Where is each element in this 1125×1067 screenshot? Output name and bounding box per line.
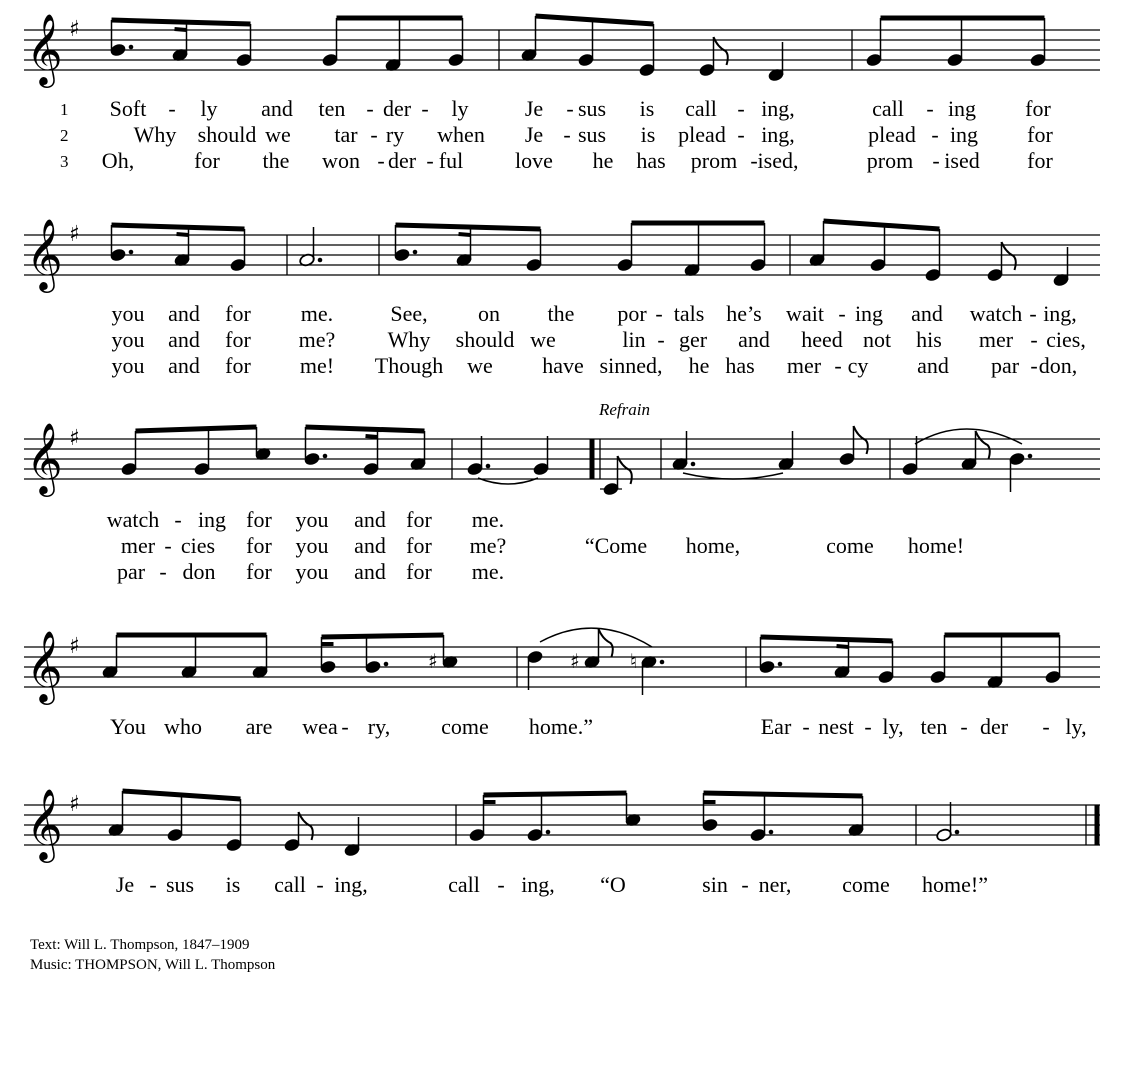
lyric-syllable: - bbox=[174, 507, 182, 532]
lyric-syllable: - bbox=[366, 96, 374, 121]
lyric-syllable: home.” bbox=[528, 714, 594, 739]
lyric-syllable: and bbox=[354, 507, 386, 532]
beam bbox=[704, 793, 863, 796]
lyric-syllable: he’s bbox=[726, 301, 762, 326]
lyric-syllable: ly, bbox=[1065, 714, 1087, 739]
beam bbox=[112, 20, 251, 24]
lyric-syllable: has bbox=[725, 353, 755, 378]
lyric-syllable: come bbox=[842, 872, 890, 897]
lyric-syllable: ry, bbox=[367, 714, 391, 739]
dot bbox=[778, 662, 783, 667]
lyric-syllable: we bbox=[530, 327, 556, 352]
lyric-syllable: sus bbox=[165, 872, 195, 897]
lyric-syllable: Why bbox=[133, 122, 177, 147]
lyric-syllable: is bbox=[225, 872, 241, 897]
sharp-icon: ♯ bbox=[69, 17, 80, 42]
lyric-syllable: you bbox=[295, 533, 329, 558]
lyric-syllable: - bbox=[931, 122, 939, 147]
lyric-syllable: for bbox=[1027, 148, 1053, 173]
lyric-syllable: you bbox=[111, 327, 145, 352]
lyric-syllable: - bbox=[960, 714, 968, 739]
lyric-syllable: - bbox=[838, 301, 846, 326]
lyric-syllable: should bbox=[197, 122, 257, 147]
lyric-syllable: ing, bbox=[334, 872, 368, 897]
treble-clef-icon: 𝄞 bbox=[26, 217, 63, 290]
dot bbox=[129, 250, 134, 255]
lyric-syllable: mer bbox=[786, 353, 822, 378]
text-credit: Text: Will L. Thompson, 1847–1909 bbox=[30, 937, 250, 953]
lyric-syllable: me. bbox=[471, 507, 505, 532]
lyric-syllable: don bbox=[182, 559, 216, 584]
lyric-syllable: the bbox=[262, 148, 290, 173]
lyric-syllable: prom bbox=[866, 148, 914, 173]
lyric-syllable: tals bbox=[673, 301, 705, 326]
lyric-syllable: for bbox=[225, 353, 251, 378]
lyric-syllable: ful bbox=[438, 148, 464, 173]
treble-clef-icon: 𝄞 bbox=[26, 629, 63, 702]
lyric-syllable: cies bbox=[180, 533, 216, 558]
beam bbox=[366, 436, 378, 437]
lyric-syllable: don, bbox=[1038, 353, 1078, 378]
lyric-syllable: for bbox=[1025, 96, 1051, 121]
lyric-syllable: mer bbox=[120, 533, 156, 558]
lyric-syllable: - bbox=[737, 96, 745, 121]
sharp-icon: ♯ bbox=[69, 792, 80, 817]
treble-clef-icon: 𝄞 bbox=[26, 421, 63, 494]
flag bbox=[1002, 242, 1016, 270]
lyric-syllable: the bbox=[547, 301, 575, 326]
beam bbox=[322, 635, 444, 637]
lyric-syllable: for bbox=[1027, 122, 1053, 147]
lyric-syllable: ing bbox=[947, 96, 977, 121]
lyric-syllable: and bbox=[354, 533, 386, 558]
beam bbox=[112, 225, 245, 229]
lyric-syllable: are bbox=[245, 714, 273, 739]
lyric-syllable: - bbox=[316, 872, 324, 897]
lyric-syllable: when bbox=[437, 122, 485, 147]
lyric-syllable: not bbox=[862, 327, 892, 352]
lyric-syllable: “O bbox=[600, 872, 626, 897]
lyric-syllable: - bbox=[750, 148, 758, 173]
dot bbox=[660, 660, 665, 665]
lyric-syllable: ing, bbox=[761, 122, 795, 147]
music-credit: Music: THOMPSON, Will L. Thompson bbox=[30, 957, 276, 973]
dot bbox=[384, 662, 389, 667]
lyric-syllable: home!” bbox=[922, 872, 988, 897]
beam bbox=[459, 234, 471, 235]
lyric-syllable: come bbox=[826, 533, 874, 558]
lyric-syllable: call bbox=[685, 96, 717, 121]
dot bbox=[129, 45, 134, 50]
lyric-syllable: me! bbox=[299, 353, 335, 378]
dot bbox=[323, 454, 328, 459]
lyric-syllable: - bbox=[563, 122, 571, 147]
lyric-syllable: - bbox=[834, 353, 842, 378]
dot bbox=[413, 250, 418, 255]
lyric-syllable: prom bbox=[690, 148, 738, 173]
lyric-syllable: - bbox=[164, 533, 172, 558]
lyric-syllable: - bbox=[926, 96, 934, 121]
lyric-syllable: - bbox=[1029, 301, 1037, 326]
lyric-syllable: is bbox=[640, 122, 656, 147]
lyric-syllable: on bbox=[478, 301, 500, 326]
lyric-syllable: and bbox=[168, 301, 200, 326]
lyric-syllable: ger bbox=[678, 327, 708, 352]
flag bbox=[599, 629, 613, 657]
lyric-syllable: por bbox=[617, 301, 647, 326]
flag bbox=[976, 431, 990, 459]
lyric-syllable: have bbox=[542, 353, 584, 378]
lyric-syllable: sus bbox=[577, 122, 607, 147]
lyric-syllable: - bbox=[566, 96, 574, 121]
lyric-syllable: plead bbox=[868, 122, 916, 147]
lyric-syllable: - bbox=[426, 148, 434, 173]
beam bbox=[175, 29, 187, 30]
lyric-syllable: for bbox=[246, 533, 272, 558]
dot bbox=[546, 830, 551, 835]
lyric-syllable: home, bbox=[685, 533, 741, 558]
lyric-syllable: and bbox=[168, 327, 200, 352]
verse-number: 1 bbox=[60, 100, 69, 119]
sharp-icon: ♯ bbox=[570, 649, 580, 673]
lyric-syllable: - bbox=[149, 872, 157, 897]
lyric-syllable: and bbox=[917, 353, 949, 378]
lyric-syllable: call bbox=[274, 872, 306, 897]
lyric-syllable: for bbox=[406, 559, 432, 584]
lyric-syllable: ner, bbox=[758, 872, 792, 897]
lyric-syllable: - bbox=[657, 327, 665, 352]
lyric-syllable: lin bbox=[622, 327, 646, 352]
lyric-syllable: - bbox=[370, 122, 378, 147]
lyric-syllable: you bbox=[111, 301, 145, 326]
lyric-syllable: he bbox=[688, 353, 710, 378]
lyric-syllable: par bbox=[990, 353, 1020, 378]
slur bbox=[540, 628, 652, 647]
lyric-syllable: See, bbox=[390, 301, 428, 326]
lyric-syllable: for bbox=[225, 301, 251, 326]
tie bbox=[683, 473, 783, 479]
lyric-syllable: - bbox=[741, 872, 749, 897]
lyric-syllable: ing bbox=[197, 507, 227, 532]
lyric-syllable: for bbox=[246, 507, 272, 532]
sharp-icon: ♯ bbox=[428, 649, 438, 673]
lyric-syllable: ten bbox=[318, 96, 346, 121]
lyric-syllable: sus bbox=[577, 96, 607, 121]
lyric-syllable: nest bbox=[818, 714, 854, 739]
beam bbox=[536, 16, 654, 24]
lyric-syllable: cies, bbox=[1046, 327, 1086, 352]
flag bbox=[714, 37, 728, 65]
lyric-syllable: tar bbox=[334, 122, 358, 147]
dot bbox=[486, 464, 491, 469]
flag bbox=[299, 812, 313, 840]
dot bbox=[769, 830, 774, 835]
slur bbox=[915, 429, 1022, 444]
lyric-syllable: won bbox=[322, 148, 360, 173]
verse-number: 2 bbox=[60, 126, 69, 145]
lyric-syllable: me? bbox=[298, 327, 336, 352]
lyric-syllable: ten bbox=[920, 714, 948, 739]
lyric-syllable: ised bbox=[944, 148, 980, 173]
beam bbox=[177, 234, 189, 235]
lyric-syllable: we bbox=[265, 122, 291, 147]
lyric-syllable: watch bbox=[969, 301, 1023, 326]
lyric-syllable: for bbox=[406, 533, 432, 558]
dot bbox=[1028, 454, 1033, 459]
lyric-syllable: you bbox=[111, 353, 145, 378]
lyric-syllable: - bbox=[341, 714, 349, 739]
lyric-syllable: me? bbox=[469, 533, 507, 558]
lyric-syllable: - bbox=[737, 122, 745, 147]
lyric-syllable: - bbox=[497, 872, 505, 897]
lyric-syllable: - bbox=[1030, 327, 1038, 352]
dot bbox=[691, 462, 696, 467]
lyric-syllable: should bbox=[455, 327, 515, 352]
lyric-syllable: for bbox=[225, 327, 251, 352]
lyric-syllable: ing, bbox=[521, 872, 555, 897]
lyric-syllable: for bbox=[246, 559, 272, 584]
treble-clef-icon: 𝄞 bbox=[26, 12, 63, 85]
lyric-syllable: wait bbox=[786, 301, 824, 326]
lyric-syllable: Je bbox=[524, 96, 544, 121]
lyric-syllable: mer bbox=[978, 327, 1014, 352]
lyric-syllable: is bbox=[639, 96, 655, 121]
natural-icon: ♮ bbox=[630, 649, 638, 673]
lyric-syllable: - bbox=[864, 714, 872, 739]
lyric-syllable: You bbox=[110, 714, 146, 739]
lyric-syllable: - bbox=[1042, 714, 1050, 739]
beam bbox=[824, 221, 940, 229]
lyric-syllable: and bbox=[354, 559, 386, 584]
lyric-syllable: and bbox=[738, 327, 770, 352]
lyric-syllable: ry bbox=[385, 122, 405, 147]
refrain-label: Refrain bbox=[599, 400, 650, 419]
lyric-syllable: ly bbox=[200, 96, 218, 121]
lyric-syllable: heed bbox=[801, 327, 843, 352]
dot bbox=[955, 830, 960, 835]
lyric-syllable: - bbox=[802, 714, 810, 739]
lyric-syllable: and bbox=[261, 96, 293, 121]
beam bbox=[484, 793, 627, 795]
lyric-syllable: der bbox=[979, 714, 1009, 739]
lyric-syllable: - bbox=[168, 96, 176, 121]
lyric-syllable: Though bbox=[374, 353, 444, 378]
lyric-syllable: and bbox=[168, 353, 200, 378]
flag bbox=[618, 456, 632, 484]
dot bbox=[318, 258, 323, 263]
lyric-syllable: Why bbox=[387, 327, 431, 352]
beam bbox=[761, 637, 893, 641]
lyric-syllable: “Come bbox=[584, 533, 648, 558]
sharp-icon: ♯ bbox=[69, 222, 80, 247]
treble-clef-icon: 𝄞 bbox=[26, 787, 63, 860]
lyric-syllable: der bbox=[387, 148, 417, 173]
lyric-syllable: Je bbox=[115, 872, 135, 897]
flag bbox=[854, 426, 868, 454]
lyric-syllable: - bbox=[932, 148, 940, 173]
lyric-syllable: der bbox=[382, 96, 412, 121]
lyric-syllable: home! bbox=[907, 533, 965, 558]
verse-number: 3 bbox=[60, 152, 69, 171]
lyric-syllable: ly, bbox=[882, 714, 904, 739]
beam bbox=[396, 225, 541, 229]
lyric-syllable: ing, bbox=[1043, 301, 1077, 326]
lyric-syllable: wea bbox=[302, 714, 338, 739]
lyric-syllable: - bbox=[655, 301, 663, 326]
lyric-syllable: has bbox=[636, 148, 666, 173]
lyric-syllable: cy bbox=[847, 353, 869, 378]
lyric-syllable: watch bbox=[106, 507, 160, 532]
lyric-syllable: and bbox=[911, 301, 943, 326]
lyric-syllable: for bbox=[406, 507, 432, 532]
lyric-syllable: sin bbox=[702, 872, 728, 897]
lyric-syllable: you bbox=[295, 507, 329, 532]
lyric-syllable: me. bbox=[471, 559, 505, 584]
beam bbox=[306, 427, 425, 431]
lyric-syllable: call bbox=[872, 96, 904, 121]
lyric-syllable: for bbox=[194, 148, 220, 173]
lyric-syllable: we bbox=[467, 353, 493, 378]
lyric-syllable: sinned, bbox=[599, 353, 663, 378]
lyric-syllable: - bbox=[159, 559, 167, 584]
sharp-icon: ♯ bbox=[69, 634, 80, 659]
sharp-icon: ♯ bbox=[69, 426, 80, 451]
lyric-syllable: - bbox=[377, 148, 385, 173]
lyric-syllable: ly bbox=[451, 96, 469, 121]
lyric-syllable: call bbox=[448, 872, 480, 897]
lyric-syllable: par bbox=[116, 559, 146, 584]
lyric-syllable: - bbox=[1030, 353, 1038, 378]
lyric-syllable: he bbox=[592, 148, 614, 173]
lyric-syllable: plead bbox=[678, 122, 726, 147]
lyric-syllable: come bbox=[441, 714, 489, 739]
lyric-syllable: love bbox=[515, 148, 553, 173]
lyric-syllable: Ear bbox=[760, 714, 792, 739]
lyric-syllable: ing bbox=[949, 122, 979, 147]
lyric-syllable: ised, bbox=[757, 148, 799, 173]
beam bbox=[837, 646, 849, 647]
lyric-syllable: who bbox=[164, 714, 202, 739]
beam bbox=[136, 427, 257, 431]
lyric-syllable: Soft bbox=[109, 96, 147, 121]
lyric-syllable: ing, bbox=[761, 96, 795, 121]
lyric-syllable: Je bbox=[524, 122, 544, 147]
lyric-syllable: his bbox=[916, 327, 942, 352]
lyric-syllable: Oh, bbox=[101, 148, 135, 173]
lyric-syllable: you bbox=[295, 559, 329, 584]
lyric-syllable: - bbox=[421, 96, 429, 121]
lyric-syllable: me. bbox=[300, 301, 334, 326]
lyric-syllable: ing bbox=[854, 301, 884, 326]
